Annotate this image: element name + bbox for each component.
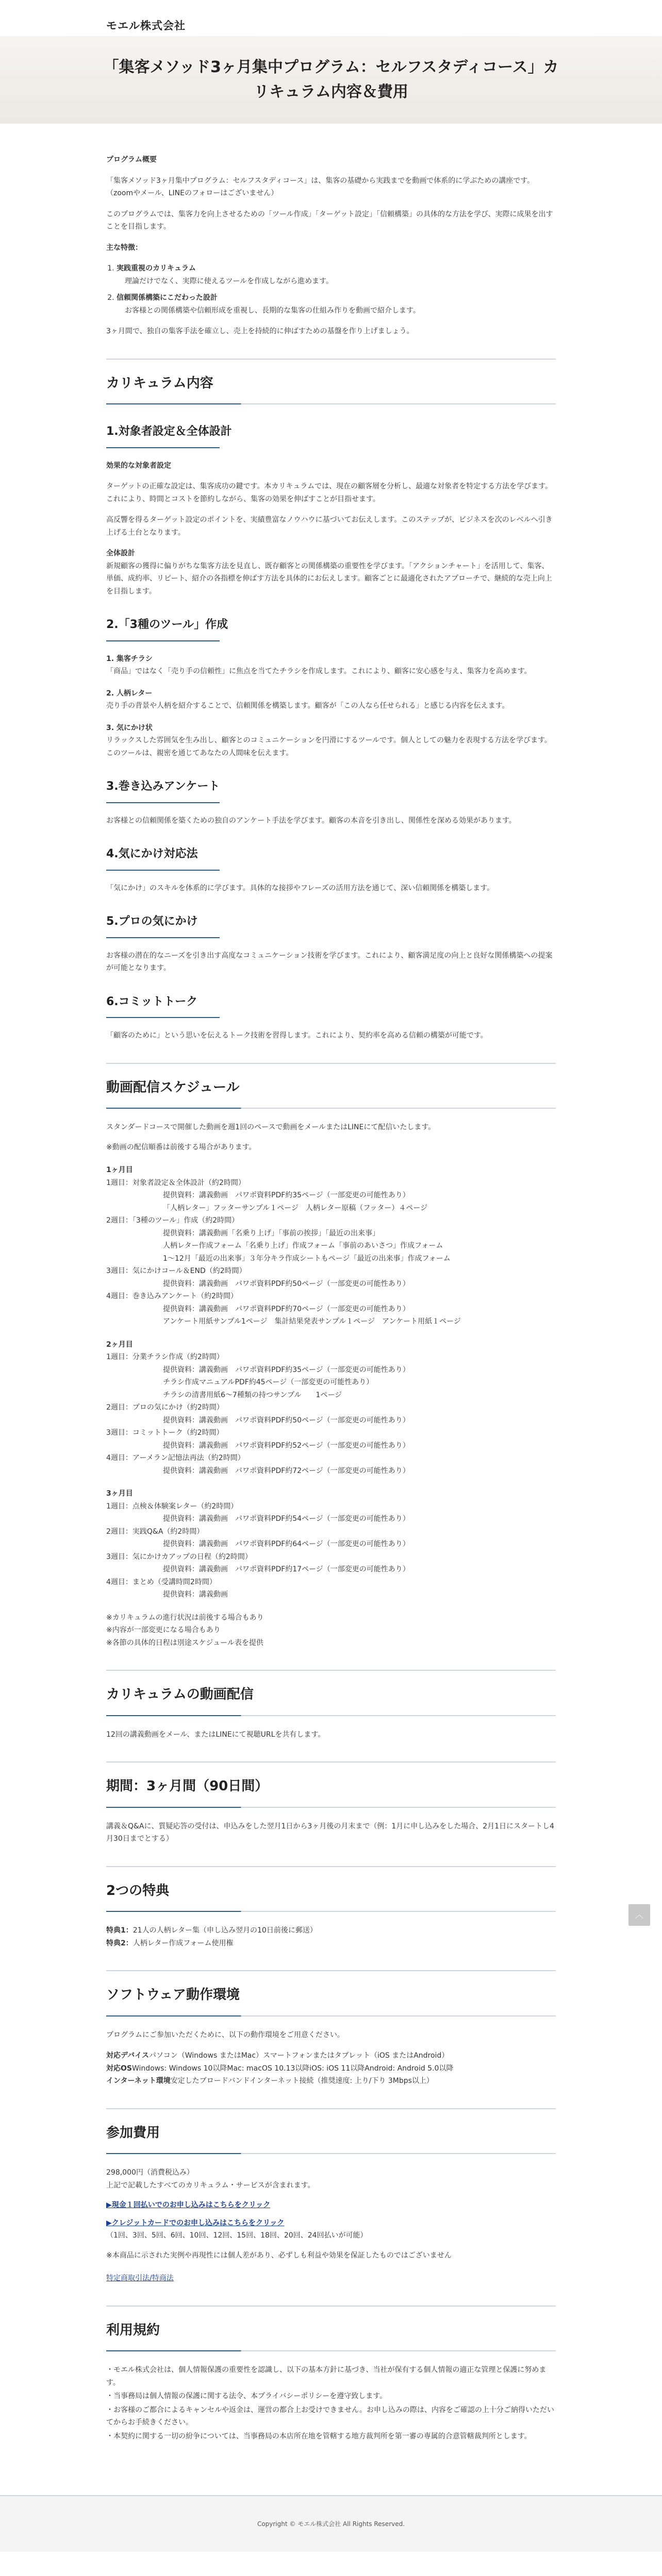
bonus-list — [106, 1924, 556, 1950]
schedule-material: 提供資料：講義動画 パワポ資料PDF約50ページ（一部変更の可能性あり） — [163, 1416, 410, 1425]
requirement-value: Windows: Windows 10以降Mac: macOS 10.13以降iOS: iOS 11以降Android: Android 5.0以降 — [131, 2064, 454, 2073]
footer — [0, 2495, 662, 2552]
schedule-material: 提供資料：講義動画 パワポ資料PDF約72ページ（一部変更の可能性あり） — [163, 1466, 410, 1475]
paragraph: 高反響を得るターゲット設定のポイントを、実績豊富なノウハウに基づいてお伝えします。このステップが、ビジネスを次のレベルへ引き上げる土台となります。 — [106, 516, 553, 537]
tool-desc: 「商品」ではなく「売り手の信頼性」に焦点を当てたチラシを作成します。これにより、顧客に安心感を与え、集客力を高めます。 — [106, 667, 532, 675]
schedule-material: 提供資料：講義動画「名乗り上げ」「事前の挨拶」「最近の出来事」 — [163, 1229, 379, 1238]
chevron-up-icon: ︿ — [635, 1910, 643, 1920]
bonus-heading: 2つの特典 — [106, 1866, 556, 1912]
feature-desc: 理論だけでなく、実際に使えるツールを作成しながら進めます。 — [125, 277, 334, 285]
feature-title: 1. 実践重視のカリキュラム — [117, 264, 196, 273]
credit-card-payment-link[interactable]: ▶クレジットカードでのお申し込みはこちらをクリック — [106, 2218, 285, 2227]
requirement-key: 対応デバイス — [106, 2052, 150, 2060]
subsection-label: 全体設計 — [106, 549, 135, 557]
paragraph: ターゲットの正確な設定は、集客成功の鍵です。本カリキュラムでは、現在の顧客層を分析し、最適な対象者を特定する方法を学びます。これにより、時間とコストを節約しながら、集客の効果を伸ばすことが目指せます。 — [106, 482, 553, 503]
overview-text: 「集客メソッド3ヶ月集中プログラム：セルフスタディコース」は、集客の基礎から実践までを動画で体系的に学ぶための講座です。（zoomやメール、LINEのフォローはございません） — [106, 176, 535, 197]
bonus-key: 特典2： — [106, 1939, 133, 1947]
schedule-material: 提供資料：講義動画 パワポ資料PDF約35ページ（一部変更の可能性あり） — [163, 1191, 410, 1199]
disclaimer: ※本商品に示された実例や再現性には個人差があり、必ずしも利益や効果を保証したものではございません — [106, 2251, 452, 2260]
list-item — [117, 262, 556, 287]
feature-title: 2. 信頼関係構築にこだわった設計 — [117, 294, 218, 302]
schedule-month: 3ヶ月目 — [106, 1489, 133, 1498]
schedule-material: 「人柄レター」フッターサンプル１ページ 人柄レター原稿（フッター）４ページ — [163, 1204, 428, 1212]
software-requirements — [106, 2049, 556, 2088]
installment-options: （1回、3回、5回、6回、10回、12回、15回、18回、20回、24回払いが可能） — [106, 2231, 368, 2240]
terms-heading: 利用規約 — [106, 2306, 556, 2352]
schedule-note: ※動画の配信順番は前後する場合があります。 — [106, 1143, 256, 1151]
list-item: ・お客様のご都合によるキャンセルや返金は、運営の都合上お受けできません。お申し込みの際は、内容をご確認の上十分ご納得いただいてからお手続きください。 — [106, 2405, 554, 2427]
schedule-week: 1週目：対象者設定＆全体設計（約2時間） — [106, 1178, 245, 1187]
curriculum-heading: カリキュラム内容 — [106, 359, 556, 405]
paragraph: お客様との信頼関係を築くための独自のアンケート手法を学びます。顧客の本音を引き出し、関係性を深める効果があります。 — [106, 816, 516, 825]
header — [0, 0, 662, 36]
schedule-week: 4週目：まとめ（受講時間2時間） — [106, 1578, 217, 1586]
requirement-key: インターネット環境 — [106, 2077, 171, 2085]
video-text: 12回の講義動画をメール、またはLINEにて視聴URLを共有します。 — [106, 1730, 325, 1739]
list-item — [117, 292, 556, 317]
section-title: 3.巻き込みアンケート — [106, 777, 556, 803]
section-title: 6.コミットトーク — [106, 992, 556, 1019]
list-item: ・本契約に関する一切の紛争については、当事務局の本店所在地を管轄する地方裁判所を第一審の専属的合意管轄裁判所とします。 — [106, 2432, 532, 2441]
cash-payment-link[interactable]: ▶現金１回払いでのお申し込みはこちらをクリック — [106, 2201, 271, 2209]
price: 298,000円（消費税込み） — [106, 2168, 194, 2177]
schedule-material: 1〜12月「最近の出来事」３年分キラ作成シートもページ「最近の出来事」作成フォーム — [163, 1254, 451, 1263]
schedule-intro: スタンダードコースで開催した動画を週1回のペースで動画をメールまたはLINEにて配信いたします。 — [106, 1123, 436, 1131]
overview-closing: 3ヶ月間で、独自の集客手法を確立し、売上を持続的に伸ばすための基盤を作り上げましょう。 — [106, 327, 414, 335]
schedule-week: 4週目：アーメラン記憶法再法（約2時間） — [106, 1454, 245, 1462]
terms-list — [106, 2364, 556, 2443]
schedule-week: 2週目：実践Q&A（約2時間） — [106, 1527, 204, 1536]
schedule-material: アンケート用紙サンプル1ページ 集計結果発表サンプル１ページ アンケート用紙１ページ — [163, 1317, 461, 1326]
features-label: 主な特徴： — [106, 243, 142, 252]
list-item: ・モエル株式会社は、個人情報保護の重要性を認識し、以下の基本方針に基づき、当社が保有する個人情報の適正な管理と保護に努めます。 — [106, 2366, 547, 2387]
subsection-label: 効果的な対象者設定 — [106, 461, 171, 470]
tool-name: 1. 集客チラシ — [106, 654, 153, 663]
overview-section — [106, 154, 556, 338]
schedule-material: チラシの清書用紙6〜7種類の持つサンプル 1ページ — [163, 1391, 342, 1399]
requirement-value: パソコン（Windows またはMac）スマートフォンまたはタブレット（iOS またはAndroid） — [149, 2052, 449, 2060]
schedule-month: 2ヶ月目 — [106, 1340, 133, 1349]
tool-name: 3. 気にかけ状 — [106, 723, 153, 732]
schedule-week: 2週目：「3種のツール」作成（約2時間） — [106, 1216, 239, 1225]
schedule-week: 2週目：プロの気にかけ（約2時間） — [106, 1403, 224, 1412]
requirement-key: 対応OS — [106, 2064, 132, 2073]
software-heading: ソフトウェア動作環境 — [106, 1970, 556, 2016]
section-title: 5.プロの気にかけ — [106, 912, 556, 938]
tool-item — [106, 687, 556, 713]
commerce-law-link[interactable]: 特定商取引法/特商法 — [106, 2274, 174, 2282]
list-item: ・当事務局は個人情報の保護に関する法令、本プライバシーポリシーを遵守致します。 — [106, 2392, 387, 2400]
fee-heading: 参加費用 — [106, 2108, 556, 2155]
schedule-material: 人柄レター作成フォーム「名乗り上げ」作成フォーム「事前のあいさつ」作成フォーム — [163, 1242, 443, 1250]
page-title: 「集客メソッド3ヶ月集中プログラム：セルフスタディコース」カリキュラム内容＆費用 — [103, 58, 559, 101]
schedule-material: 提供資料：講義動画 パワポ資料PDF約52ページ（一部変更の可能性あり） — [163, 1441, 410, 1450]
section-title: 2.「3種のツール」作成 — [106, 615, 556, 641]
section-title: 1.対象者設定＆全体設計 — [106, 422, 556, 448]
footnote: ※各節の具体的日程は別途スケジュール表を提供 — [106, 1638, 263, 1647]
features-list — [117, 262, 556, 317]
main-content — [106, 124, 556, 2475]
schedule-material: チラシ作成マニュアルPDF約45ページ（一部変更の可能性あり） — [163, 1378, 374, 1386]
paragraph: 新規顧客の獲得に偏りがちな集客方法を見直し、既存顧客との関係構築の重要性を学びます。「アクションチャート」を活用して、集客、単価、成約率、リピート、紹介の各指標を伸ばす方法を具体的にお伝えします。顧客ごとに最適化されたアプローチで、継続的な売上向上を目指します。 — [106, 562, 552, 596]
video-heading: カリキュラムの動画配信 — [106, 1670, 556, 1716]
bonus-value: 21人の人柄レター集（申し込み翌月の10日前後に郵送） — [133, 1926, 317, 1935]
section-body — [106, 460, 556, 598]
requirement-value: 安定したブロードバンドインターネット接続（推奨速度: 上り/下り 3Mbps以上） — [170, 2077, 434, 2085]
overview-text: このプログラムでは、集客力を向上させるための「ツール作成」「ターゲット設定」「信頼構築」の具体的な方法を学び、実際に成果を出すことを目指します。 — [106, 210, 553, 231]
tool-item — [106, 653, 556, 678]
tool-item — [106, 722, 556, 760]
schedule-material: 提供資料：講義動画 パワポ資料PDF約17ページ（一部変更の可能性あり） — [163, 1565, 410, 1573]
tool-desc: リラックスした雰囲気を生み出し、顧客とのコミュニケーションを円滑にするツールです。個人としての魅力を表現する方法を学びます。このツールは、親密を通じてあなたの人間味を伝えます。 — [106, 736, 552, 757]
schedule-week: 3週目：気にかけカアップの日程（約2時間） — [106, 1552, 252, 1561]
schedule-material: 提供資料：講義動画 パワポ資料PDF約35ページ（一部変更の可能性あり） — [163, 1365, 410, 1374]
list-item — [106, 1937, 556, 1950]
schedule-week: 3週目：コミットトーク（約2時間） — [106, 1429, 224, 1437]
bonus-key: 特典1： — [106, 1926, 133, 1935]
schedule-week: 3週目：気にかけコール＆END（約2時間） — [106, 1267, 246, 1275]
paragraph: 「顧客のために」という思いを伝えるトーク技術を習得します。これにより、契約率を高める信頼の構築が可能です。 — [106, 1031, 488, 1040]
schedule-list — [106, 1164, 556, 1601]
paragraph: お客様の潜在的なニーズを引き出す高度なコミュニケーション技術を学びます。これにより、顧客満足度の向上と良好な関係構築への提案が可能となります。 — [106, 951, 553, 972]
schedule-week: 4週目：巻き込みアンケート（約2時間） — [106, 1292, 238, 1300]
schedule-week: 1週目：分業チラシ作成（約2時間） — [106, 1353, 224, 1361]
list-item — [106, 2049, 556, 2062]
brand-logo[interactable]: モエル株式会社 — [106, 20, 186, 32]
copyright: Copyright © モエル株式会社 All Rights Reserved. — [257, 2520, 405, 2528]
paragraph: 「気にかけ」のスキルを体系的に学びます。具体的な接拶やフレーズの活用方法を通じて、深い信頼関係を構築します。 — [106, 884, 494, 892]
list-item — [106, 2075, 556, 2088]
schedule-material: 提供資料：講義動画 — [163, 1590, 228, 1599]
back-to-top-button[interactable] — [628, 1904, 650, 1926]
hero-banner — [0, 36, 662, 124]
period-text: 講義＆Q&Aに、質疑応答の受付は、申込みをした翌月1日から3ヶ月後の月末まで（例：1月に申し込みをした場合、2月1日にスタートし4月30日までとする） — [106, 1822, 554, 1843]
footnote: ※内容が一部変更になる場合もあり — [106, 1626, 221, 1634]
schedule-material: 提供資料：講義動画 パワポ資料PDF約50ページ（一部変更の可能性あり） — [163, 1279, 410, 1288]
schedule-material: 提供資料：講義動画 パワポ資料PDF約70ページ（一部変更の可能性あり） — [163, 1304, 410, 1313]
section-title: 4.気にかけ対応法 — [106, 844, 556, 871]
schedule-month: 1ヶ月目 — [106, 1166, 133, 1174]
bonus-value: 人柄レター作成フォーム使用権 — [133, 1939, 234, 1947]
schedule-week: 1週目：点検＆体験案レター（約2時間） — [106, 1502, 238, 1511]
overview-label: プログラム概要 — [106, 156, 157, 164]
feature-desc: お客様との関係構築や信頼形成を重視し、長期的な集客の仕組み作りを動画で紹介します。 — [125, 306, 420, 315]
software-intro: プログラムにご参加いただくために、以下の動作環境をご用意ください。 — [106, 2030, 344, 2039]
list-item — [106, 1924, 556, 1937]
tool-desc: 売り手の背景や人柄を紹介することで、信頼関係を構築します。顧客が「この人なら任せられる」と感じる内容を伝えます。 — [106, 702, 509, 710]
footnote: ※カリキュラムの進行状況は前後する場合もあり — [106, 1613, 264, 1622]
period-heading: 期間：3ヶ月間（90日間） — [106, 1761, 556, 1808]
price-desc: 上記で記載したすべてのカリキュラム・サービスが含まれます。 — [106, 2181, 315, 2190]
schedule-heading: 動画配信スケジュール — [106, 1063, 556, 1109]
schedule-material: 提供資料：講義動画 パワポ資料PDF約54ページ（一部変更の可能性あり） — [163, 1515, 410, 1523]
schedule-material: 提供資料：講義動画 パワポ資料PDF約64ページ（一部変更の可能性あり） — [163, 1540, 410, 1548]
list-item — [106, 2062, 556, 2075]
schedule-footnotes — [106, 1612, 556, 1650]
tool-name: 2. 人柄レター — [106, 689, 153, 698]
